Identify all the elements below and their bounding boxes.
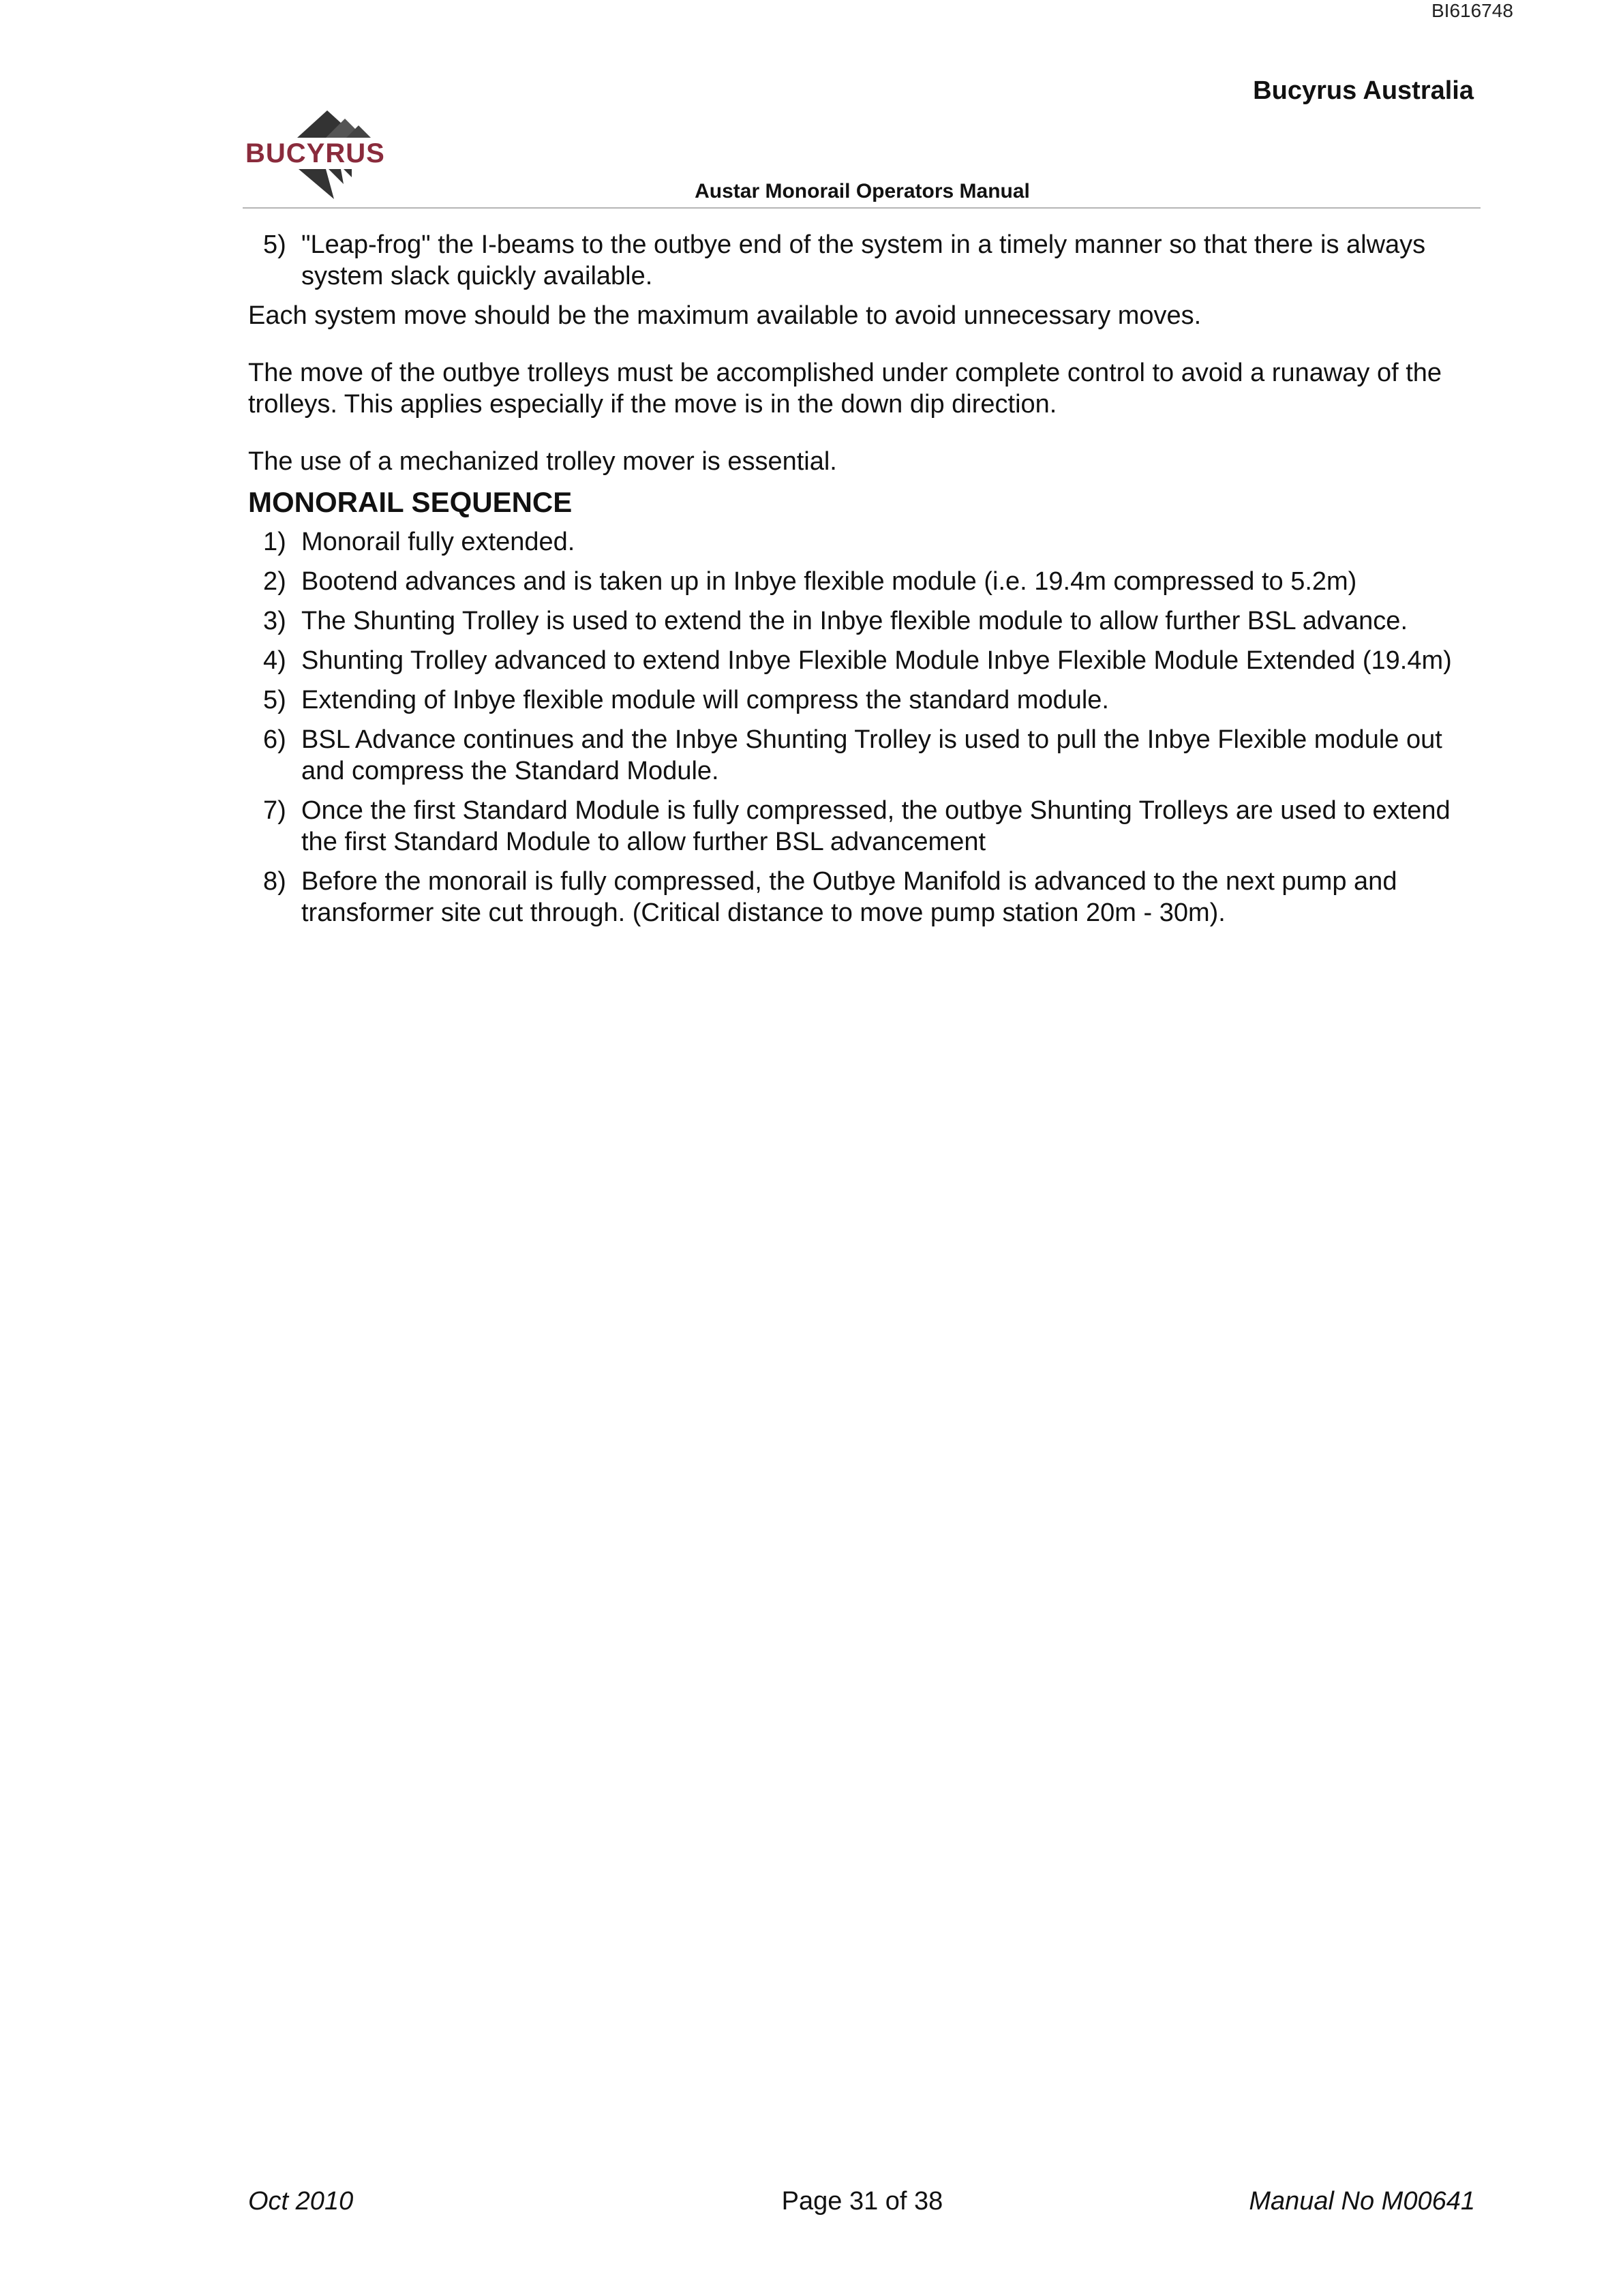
page-content	[248, 229, 1475, 937]
item-number: 8)	[263, 867, 286, 896]
item-number: 7)	[263, 796, 286, 825]
paragraph: The use of a mechanized trolley mover is essential.	[248, 447, 837, 476]
list-item	[248, 866, 1475, 928]
item-number: 5)	[263, 230, 286, 259]
section-heading: MONORAIL SEQUENCE	[248, 486, 573, 518]
list-item	[248, 684, 1475, 716]
page-number: Page 31 of 38	[781, 2187, 943, 2216]
item-number: 4)	[263, 646, 286, 675]
item-number: 1)	[263, 528, 286, 556]
item-number: 3)	[263, 607, 286, 635]
list-item	[248, 724, 1475, 787]
footer-date: Oct 2010	[248, 2187, 354, 2216]
document-id: BI616748	[1431, 0, 1513, 21]
bucyrus-logo	[244, 104, 401, 206]
list-item	[248, 566, 1475, 597]
svg-text:BUCYRUS: BUCYRUS	[245, 138, 385, 168]
item-text: The Shunting Trolley is used to extend the in Inbye flexible module to allow further BSL advance.	[301, 607, 1408, 635]
item-text: Shunting Trolley advanced to extend Inbye Flexible Module Inbye Flexible Module Extended (19.4m)	[301, 646, 1452, 675]
item-text: "Leap-frog" the I-beams to the outbye end of the system in a timely manner so that there is always system slack quickly available.	[301, 230, 1426, 290]
list-item	[248, 645, 1475, 676]
item-text: Once the first Standard Module is fully compressed, the outbye Shunting Trolleys are used to extend the first Standard Module to allow further BSL advancement	[301, 796, 1451, 856]
item-text: Bootend advances and is taken up in Inbye flexible module (i.e. 19.4m compressed to 5.2m)	[301, 567, 1357, 596]
item-number: 2)	[263, 567, 286, 596]
manual-title: Austar Monorail Operators Manual	[695, 180, 1030, 202]
item-text: Before the monorail is fully compressed, the Outbye Manifold is advanced to the next pump and transformer site cut through. (Critical distance to move pump station 20m - 30m).	[301, 867, 1397, 927]
list-item	[248, 229, 1475, 292]
paragraph: Each system move should be the maximum available to avoid unnecessary moves.	[248, 301, 1202, 330]
company-name: Bucyrus Australia	[1253, 76, 1474, 105]
header-divider	[243, 207, 1481, 209]
item-text: Monorail fully extended.	[301, 528, 575, 556]
item-number: 6)	[263, 725, 286, 754]
list-item	[248, 795, 1475, 858]
list-item	[248, 526, 1475, 558]
item-number: 5)	[263, 686, 286, 714]
item-text: Extending of Inbye flexible module will compress the standard module.	[301, 686, 1109, 714]
paragraph: The move of the outbye trolleys must be accomplished under complete control to avoid a runaway of the trolleys. This applies especially if the move is in the down dip direction.	[248, 359, 1442, 419]
manual-number: Manual No M00641	[1249, 2187, 1475, 2216]
item-text: BSL Advance continues and the Inbye Shunting Trolley is used to pull the Inbye Flexible module out and compress the Standard Module.	[301, 725, 1442, 785]
list-item	[248, 605, 1475, 637]
